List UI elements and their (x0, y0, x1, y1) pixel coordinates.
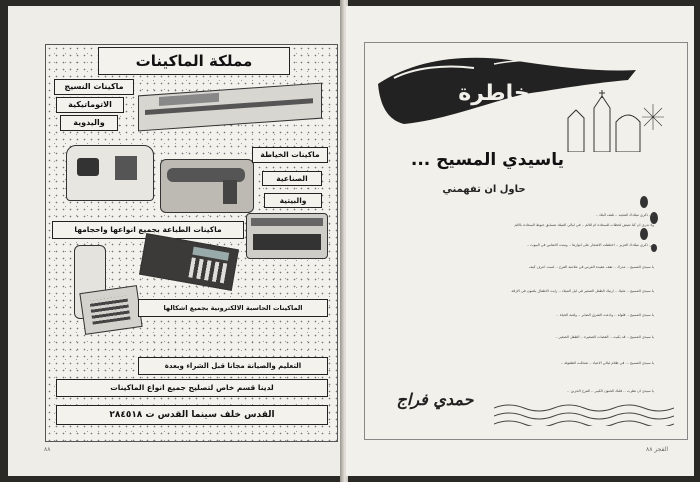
article-content (364, 42, 686, 438)
label-address-phone: القدس خلف سينما القدس ت ٢٨٤٥١٨ (56, 405, 328, 425)
article-paragraph: يا سيدي المسيح .. فلولة .. وادعت الشرق الصابر .. ولعبة الحياة .. (556, 313, 654, 317)
article-paragraph: يا سيدي المسيح ... في ظلام ليالي الاعياد .. ضحكت الطفولة .. (560, 361, 654, 365)
article-paragraph: ولا ندري ان كنا نعيش لحظات للسعادة ام للالم .. في ليالي الميلاد تتسابق خيوط السعادة بالالم (514, 223, 654, 227)
article-paragraph: في ذكرى ميلادك المجيد .. تلتف البلاد .. (595, 213, 654, 217)
desk-calculator-image (79, 285, 142, 335)
knitting-machine-image (138, 83, 322, 132)
ad-title: مملكة الماكينات (98, 47, 290, 75)
article-subtitle: حاول ان تفهمني (442, 184, 526, 195)
article-paragraph: يا سيدي ان تظرت .. قلبك الحنون الكبير .. الفرح الحزين .. (567, 389, 654, 393)
label-repair-workshop: لدينا قسم خاص لتصليح جميع انواع الماكينات (56, 379, 328, 397)
label-knitting-2: الاتوماتيكية (56, 97, 124, 113)
label-calculators: الماكينات الحاسبة الالكترونية بجميع اشكالها (138, 299, 328, 317)
calculator-image (139, 233, 239, 291)
church-illustration (558, 88, 664, 152)
label-sewing: ماكينات الخياطة (252, 147, 328, 163)
machines-advertisement (45, 44, 338, 442)
article-paragraph: يا سيدي المسيح .. مليك .. ارتبك الطفل الصغير في ليل الميلاد .. رايت الاطفال يلعبون في الازقة (511, 289, 654, 293)
right-folio: الفجر ٨٨ (646, 446, 669, 453)
label-industrial: الصناعية (262, 171, 322, 186)
label-household: والبيتية (264, 193, 322, 208)
brush-title: خاطرة (458, 81, 530, 106)
author-signature: حمدي فراج (396, 390, 474, 409)
decorative-wave-lines (494, 402, 674, 426)
article-paragraph: يا سيدي المسيح .. قد بكيت .. الغصات الصغيرة .. الطفل الصغير .. (555, 335, 654, 339)
right-page-article (346, 6, 694, 476)
typewriter-image (246, 213, 328, 259)
sewing-machine-portable-image (66, 145, 154, 201)
article-title: ياسيدي المسيح ... (410, 150, 564, 170)
industrial-sewing-machine-image (160, 159, 254, 213)
label-typewriters: ماكينات الطباعة بجميع انواعها واحجامها (52, 221, 244, 239)
left-page-advertisement (8, 6, 342, 476)
article-paragraph: يا سيدي المسيح .. مدرك .. تقف عقيدة العرس في ملاعبة الفرح .. لست اعرف كيف (528, 265, 654, 269)
label-teaching-maintenance: التعليم والصيانة مجانا قبل الشراء وبعدة (138, 357, 328, 375)
left-folio: ٨٨ (44, 446, 51, 453)
article-paragraph: في ذكرى ميلادك العزيز .. اختلطت الاشجار على انوارها .. ونبتت الانفاس في البيوت .. (526, 243, 654, 247)
label-knitting-3: واليدوية (60, 115, 118, 131)
label-knitting-1: ماكينات النسيج (54, 79, 134, 95)
